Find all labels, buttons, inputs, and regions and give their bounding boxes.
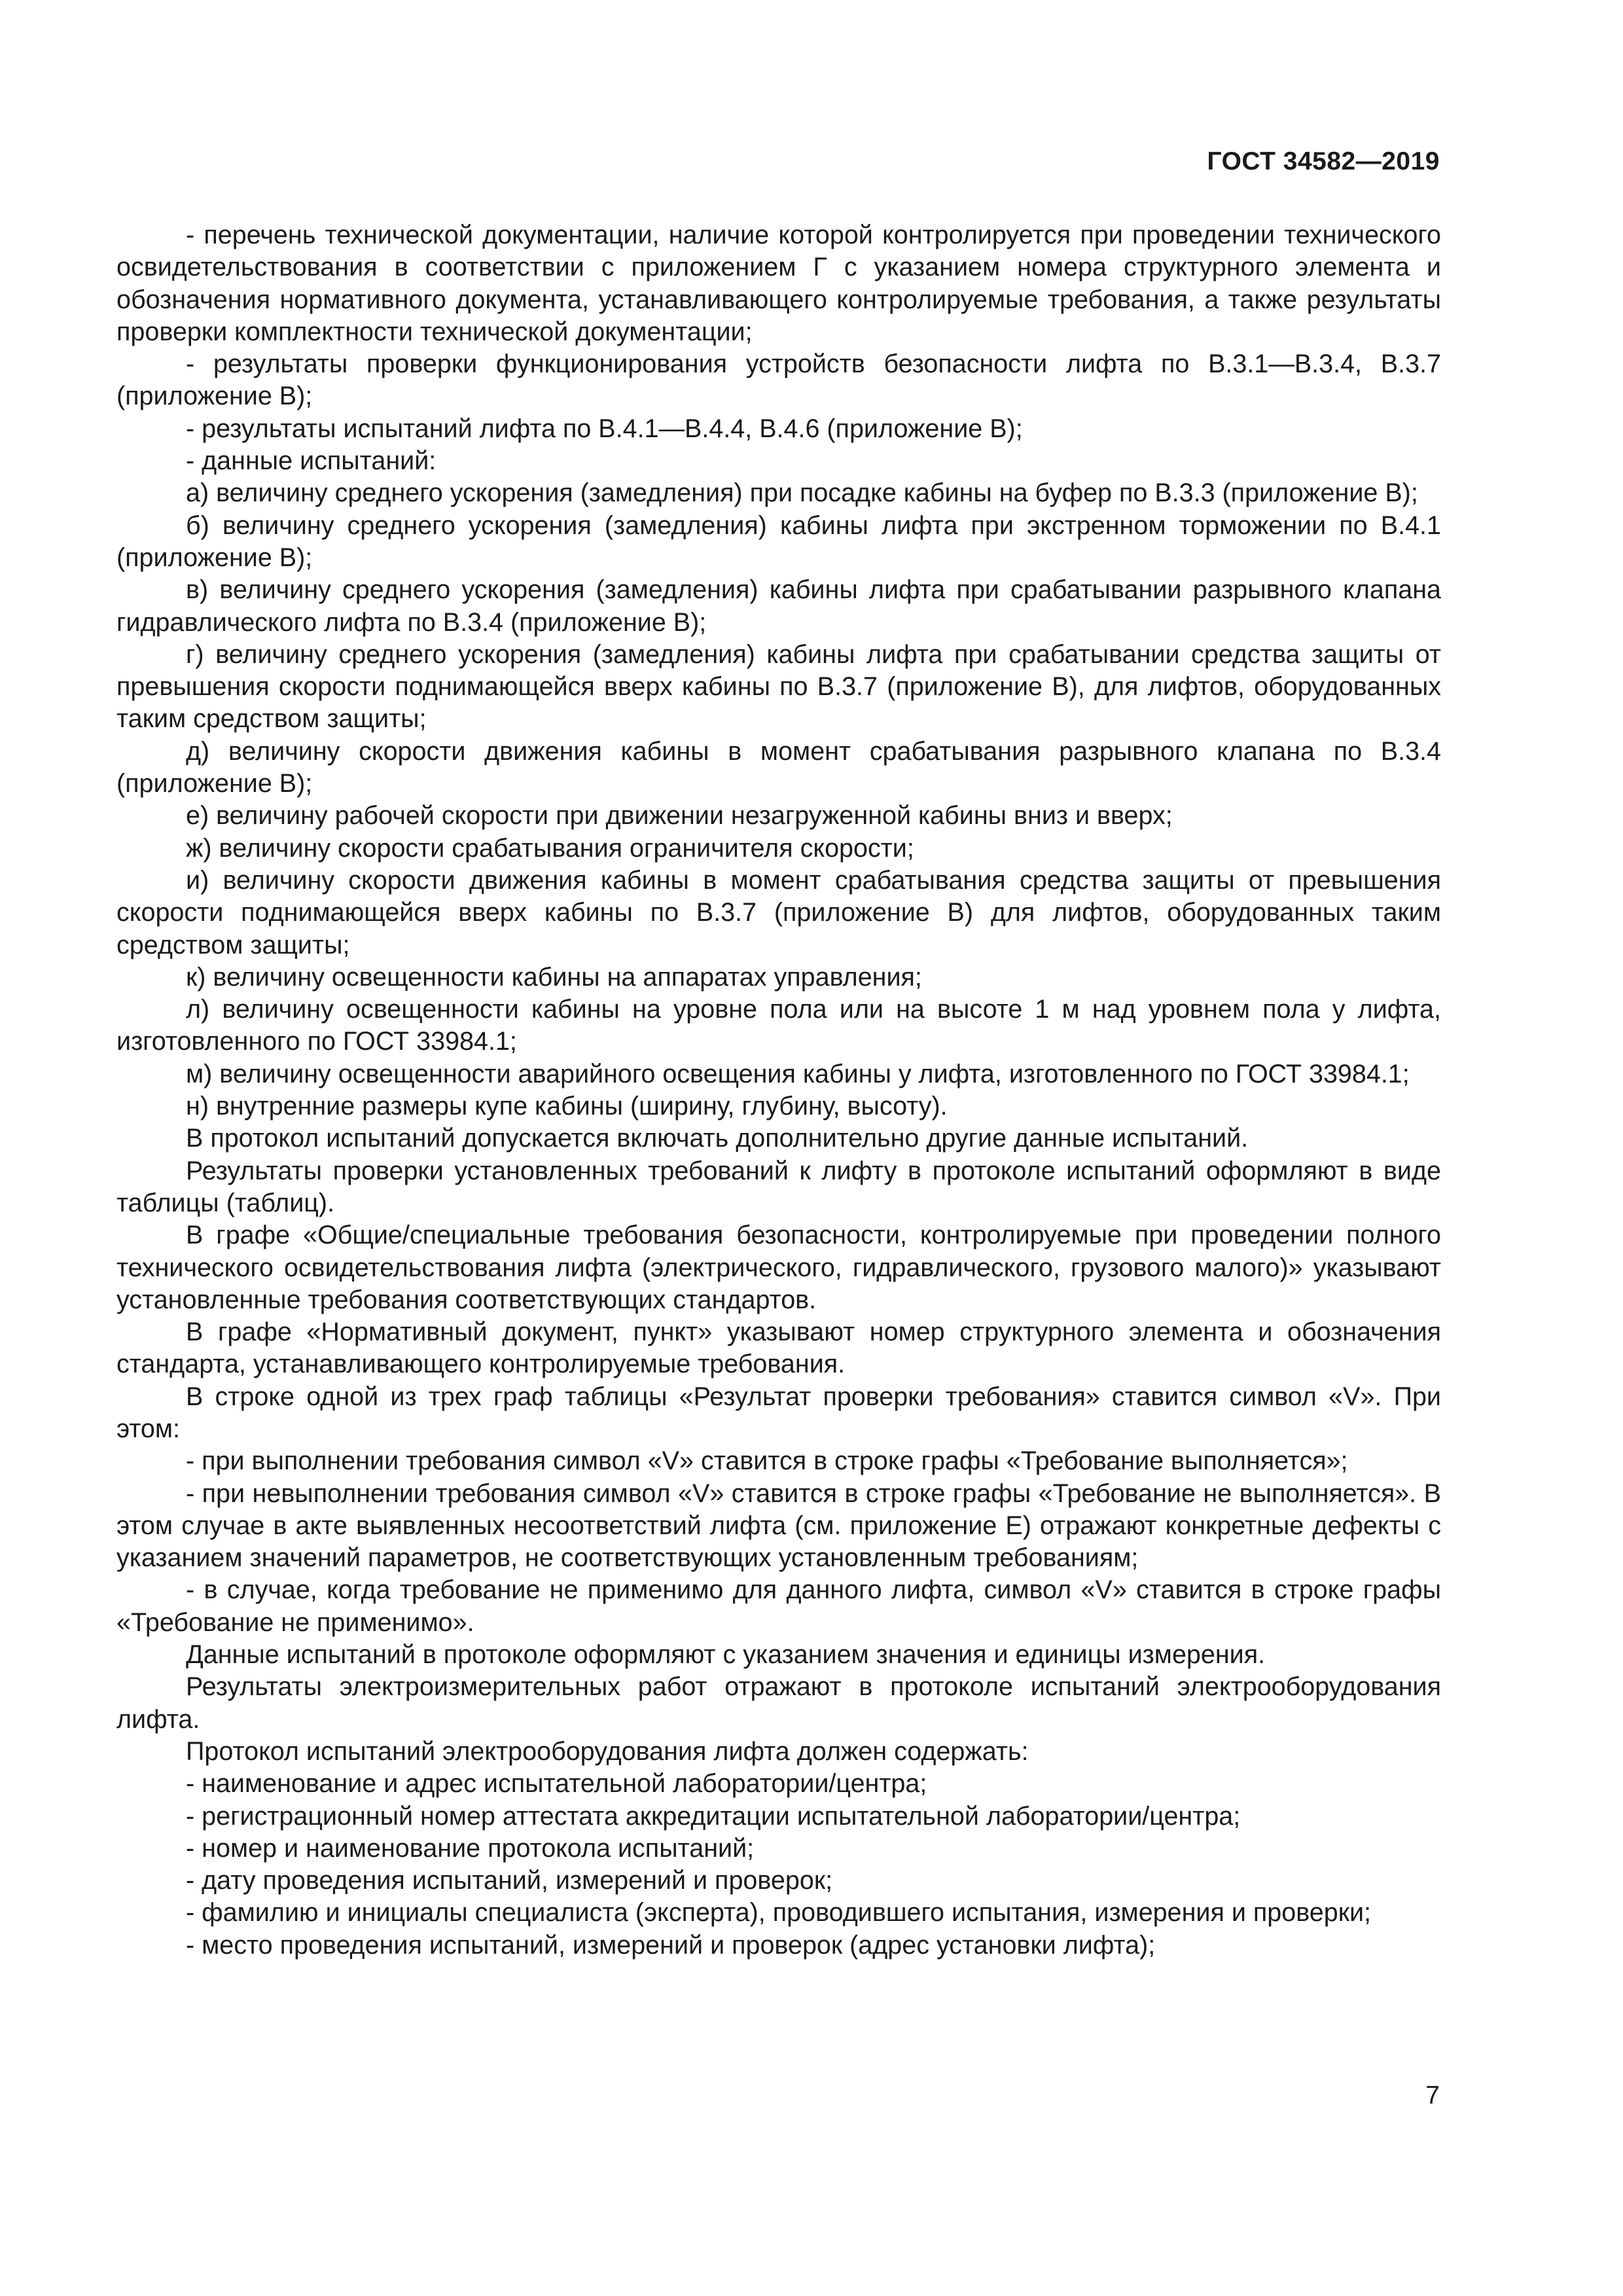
paragraph: - регистрационный номер аттестата аккредитации испытательной лаборатории/центра; (186, 1801, 1241, 1831)
paragraph: и) величину скорости движения кабины в момент срабатывания средства защиты от превышения скорости поднимающейся вверх кабины по В.3.7 (приложение В) для лифтов, оборудованных таким средством защиты; (116, 865, 1441, 960)
paragraph: - номер и наименование протокола испытаний; (186, 1833, 755, 1863)
paragraph: - перечень технической документации, наличие которой контролируется при проведении технического освидетельствования в соответствии с приложением Г с указанием номера структурного элемента и обозначения нормативного документа, устанавливающего контролируемые требования, а также результаты проверки комплектности технической документации; (116, 221, 1441, 346)
paragraph: д) величину скорости движения кабины в момент срабатывания разрывного клапана по В.3.4 (приложение В); (116, 736, 1441, 798)
document-body (116, 219, 1441, 1962)
document-header: ГОСТ 34582—2019 (1207, 147, 1440, 175)
paragraph: В графе «Нормативный документ, пункт» указывают номер структурного элемента и обозначения стандарта, устанавливающего контролируемые требования. (116, 1318, 1441, 1379)
paragraph: л) величину освещенности кабины на уровне пола или на высоте 1 м над уровнем пола у лифта, изготовленного по ГОСТ 33984.1; (116, 995, 1441, 1056)
paragraph: м) величину освещенности аварийного освещения кабины у лифта, изготовленного по ГОСТ 33984.1; (186, 1059, 1410, 1088)
paragraph: - результаты испытаний лифта по В.4.1—В.4.4, В.4.6 (приложение В); (186, 414, 1023, 443)
paragraph: г) величину среднего ускорения (замедления) кабины лифта при срабатывании средства защиты от превышения скорости поднимающейся вверх кабины по В.3.7 (приложение В), для лифтов, оборудованных таким средством защиты; (116, 639, 1441, 734)
paragraph: - результаты проверки функционирования устройств безопасности лифта по В.3.1—В.3.4, В.3.7 (приложение В); (116, 350, 1441, 411)
paragraph: ж) величину скорости срабатывания ограничителя скорости; (186, 833, 914, 863)
paragraph: в) величину среднего ускорения (замедления) кабины лифта при срабатывании разрывного клапана гидравлического лифта по В.3.4 (приложение В); (116, 575, 1441, 637)
paragraph: н) внутренние размеры купе кабины (ширину, глубину, высоту). (186, 1092, 948, 1121)
paragraph: Данные испытаний в протоколе оформляют с указанием значения и единицы измерения. (186, 1640, 1266, 1670)
paragraph: - наименование и адрес испытательной лаборатории/центра; (186, 1769, 927, 1799)
paragraph: - в случае, когда требование не применимо для данного лифта, символ «V» ставится в строке графы «Требование не применимо». (116, 1575, 1441, 1637)
paragraph: В строке одной из трех граф таблицы «Результат проверки требования» ставится символ «V». При этом: (116, 1382, 1441, 1443)
paragraph: к) величину освещенности кабины на аппаратах управления; (186, 962, 922, 992)
paragraph: В протокол испытаний допускается включать дополнительно другие данные испытаний. (186, 1124, 1249, 1153)
paragraph: а) величину среднего ускорения (замедления) при посадке кабины на буфер по В.3.3 (приложение В); (186, 478, 1418, 508)
page-number: 7 (1425, 2081, 1440, 2109)
paragraph: Результаты электроизмерительных работ отражают в протоколе испытаний электрооборудования лифта. (116, 1672, 1441, 1734)
paragraph: е) величину рабочей скорости при движении незагруженной кабины вниз и вверх; (186, 801, 1173, 831)
paragraph: - фамилию и инициалы специалиста (эксперта), проводившего испытания, измерения и проверки; (186, 1898, 1372, 1928)
paragraph: - при выполнении требования символ «V» ставится в строке графы «Требование выполняется»; (186, 1446, 1348, 1476)
paragraph: - данные испытаний: (186, 446, 437, 476)
paragraph: Протокол испытаний электрооборудования лифта должен содержать: (186, 1736, 1029, 1766)
paragraph: - место проведения испытаний, измерений и проверок (адрес установки лифта); (186, 1930, 1156, 1960)
paragraph: б) величину среднего ускорения (замедления) кабины лифта при экстренном торможении по В.4.1 (приложение В); (116, 511, 1441, 572)
paragraph: - дату проведения испытаний, измерений и проверок; (186, 1866, 833, 1895)
paragraph: - при невыполнении требования символ «V» ставится в строке графы «Требование не выполняется». В этом случае в акте выявленных несоответствий лифта (см. приложение Е) отражают конкретные дефекты с указанием значений параметров, не соответствующих установленным требованиям; (116, 1479, 1441, 1573)
paragraph: Результаты проверки установленных требований к лифту в протоколе испытаний оформляют в виде таблицы (таблиц). (116, 1156, 1441, 1217)
paragraph: В графе «Общие/специальные требования безопасности, контролируемые при проведении полного технического освидетельствования лифта (электрического, гидравлического, грузового малого)» указывают установленные требования соответствующих стандартов. (116, 1221, 1441, 1314)
